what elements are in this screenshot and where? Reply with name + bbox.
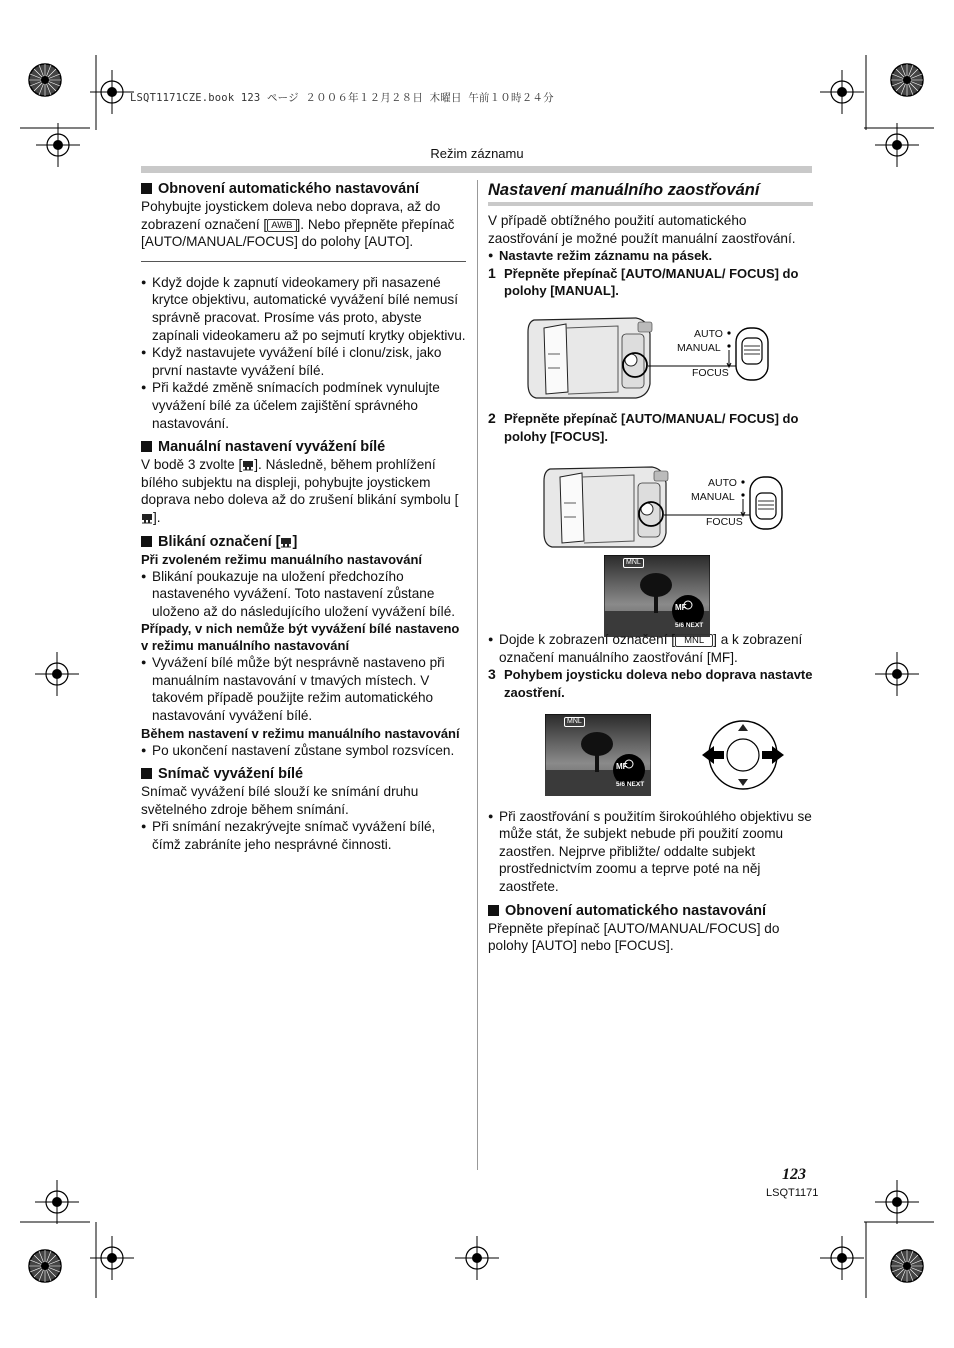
paragraph-intro: V případě obtížného použití automatického zaostřování je možné použít manuální zaostřování.: [488, 213, 796, 246]
next-indicator: 5/6 NEXT: [616, 780, 645, 788]
heading-reset-auto: Obnovení automatického nastavování: [141, 180, 466, 198]
separator-line: [141, 261, 466, 262]
next-indicator: 5/6 NEXT: [675, 622, 704, 630]
model-code: LSQT1171: [766, 1187, 819, 1199]
list-item: ● Po ukončení nastavení zůstane symbol rozsvícen.: [141, 742, 466, 760]
square-bullet-icon: [488, 905, 499, 916]
joystick-figure: [488, 714, 813, 806]
callout-circle: [636, 499, 666, 529]
step-3: 3 Pohybem joysticku doleva nebo doprava nastavte zaostření.: [488, 666, 813, 700]
white-balance-icon: [141, 512, 153, 524]
heading-bar: [488, 202, 813, 206]
auto-manual-focus-switch: [726, 326, 776, 386]
list-item: ● Při zaostřování s použitím širokoúhlého objektivu se může stát, že subjekt nebude při použití zoomu zaostřen. Nejprve přibližte/ oddalte subjekt prostřednictvím zoomu a teprve poté na něj zaostřete.: [488, 808, 813, 896]
switch-label-manual: MANUAL: [677, 341, 721, 354]
note-item: ● Když nastavujete vyvážení bílé i clonu/zisk, jako první nastavte vyvážení bílé.: [141, 344, 466, 379]
camcorder-figure-manual: [488, 314, 813, 408]
subheading-during-setting: Během nastavení v režimu manuálního nastavování: [141, 725, 460, 741]
auto-manual-focus-switch: [740, 475, 790, 535]
switch-label-focus: FOCUS: [706, 516, 743, 529]
mf-indicator: MF: [675, 603, 687, 613]
awb-icon: AWB: [267, 219, 296, 232]
list-item: ● Vyvážení bílé může být nesprávně nastaveno při manuálním nastavování v tmavých místech. V takovém případě použijte režim automatického nastavování vyvážení bílé.: [141, 654, 466, 724]
paragraph-wb-sensor: Snímač vyvážení bílé slouží ke snímání druhu světelného zdroje během snímání.: [141, 784, 419, 817]
switch-label-auto: AUTO: [708, 477, 737, 490]
square-bullet-icon: [141, 183, 152, 194]
heading-reset-auto-right: Obnovení automatického nastavování: [488, 902, 813, 920]
switch-label-focus: FOCUS: [692, 366, 729, 379]
mnl-badge: MNL: [564, 717, 585, 727]
subheading-cases: Případy, v nich nemůže být vyvážení bílé nastaveno v režimu manuálního nastavování: [141, 621, 460, 654]
right-column: [488, 180, 813, 955]
section-header: Režim záznamu: [430, 146, 524, 161]
print-header: LSQT1171CZE.book 123 ページ ２００６年１２月２８日 木曜日 午前１０時２４分: [130, 92, 554, 104]
joystick-illustration: [700, 718, 786, 792]
list-item: ● Blikání poukazuje na uložení předchozího nastaveného vyvážení. Toto nastavení zůstane uloženo až do následujícího uložení vyvážení bílé.: [141, 568, 466, 621]
note-item: ● Když dojde k zapnutí videokamery při nasazené krytce objektivu, automatické vyvážení bílé nemusí správně pracovat. Prosíme vás proto, abyste zapínali videokameru až po sejmutí krytky objektivu.: [141, 274, 466, 344]
square-bullet-icon: [141, 441, 152, 452]
square-bullet-icon: [141, 536, 152, 547]
white-balance-icon: [280, 536, 292, 548]
step-1: 1 Přepněte přepínač [AUTO/MANUAL/ FOCUS] do polohy [MANUAL].: [488, 264, 799, 299]
list-item: ● Při snímání nezakrývejte snímač vyvážení bílé, čímž zabráníte jeho nesprávné činnosti.: [141, 818, 466, 853]
heading-manual-wb: Manuální nastavení vyvážení bílé: [141, 438, 466, 456]
page-number: 123: [782, 1166, 806, 1183]
mnl-icon: MNL: [675, 634, 713, 647]
subheading-manual-mode: Při zvoleném režimu manuálního nastavování: [141, 551, 423, 567]
list-item: ● Dojde k zobrazení označení [ MNL ] a k zobrazení označení manuálního zaostřování [MF].: [488, 631, 813, 666]
prerequisite: ● Nastavte režim záznamu na pásek.: [488, 247, 813, 265]
step-2: 2 Přepněte přepínač [AUTO/MANUAL/ FOCUS] do polohy [FOCUS].: [488, 409, 799, 444]
mnl-badge: MNL: [623, 558, 644, 568]
left-column: [141, 180, 466, 854]
note-item: ● Při každé změně snímacích podmínek vynulujte vyvážení bílé za účelem zajištění správného nastavování.: [141, 379, 466, 432]
switch-label-manual: MANUAL: [691, 491, 735, 504]
heading-wb-sensor: Snímač vyvážení bílé: [141, 765, 466, 783]
mf-indicator: MF: [616, 761, 628, 771]
camcorder-figure-focus: [488, 463, 813, 557]
switch-label-auto: AUTO: [694, 327, 723, 340]
paragraph-reset-auto: Pohybujte joystickem doleva nebo doprava, až do zobrazení označení [ AWB ]. Nebo přepněte přepínač [AUTO/MANUAL/FOCUS] do polohy [AUTO].: [141, 199, 455, 250]
paragraph-reset-auto-right: Přepněte přepínač [AUTO/MANUAL/FOCUS] do polohy [AUTO] nebo [FOCUS].: [488, 920, 780, 954]
square-bullet-icon: [141, 768, 152, 779]
lcd-screen-figure: [488, 555, 813, 641]
paragraph-manual-wb: V bodě 3 zvolte [ ]. Následně, během prohlížení bílého subjektu na displeji, pohybujte joystickem doprava nebo doleva až do zrušení blikání symbolu [].: [141, 457, 459, 525]
section-header-bar: [141, 166, 812, 173]
heading-blinking: Blikání označení [ ]: [141, 533, 466, 551]
callout-circle: [620, 350, 650, 380]
white-balance-icon: [242, 459, 254, 471]
column-divider: [477, 180, 478, 1170]
heading-manual-focus: Nastavení manuálního zaostřování: [488, 181, 760, 199]
